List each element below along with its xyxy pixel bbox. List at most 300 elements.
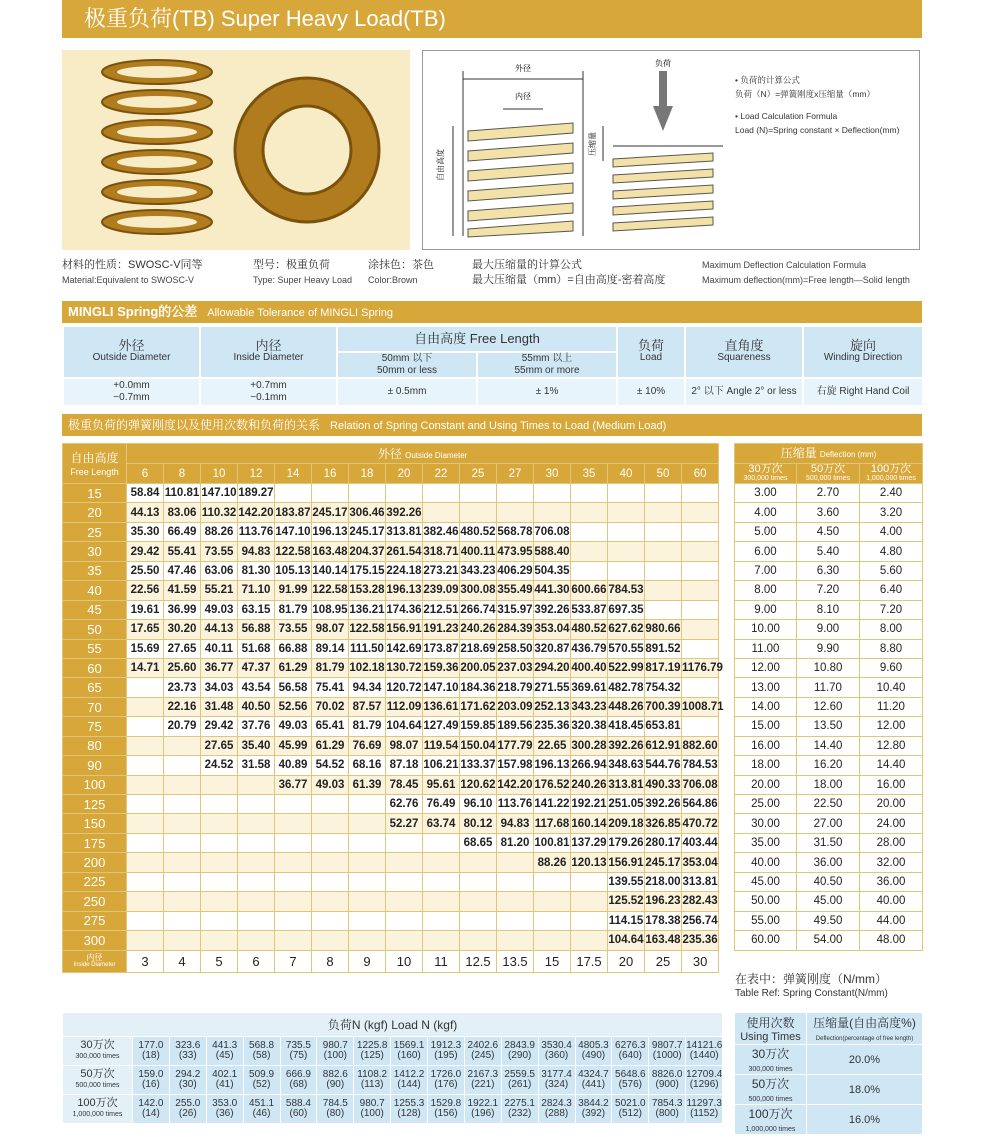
spring-constant-cell — [201, 795, 238, 814]
load-cell: 12709.4 (1296) — [686, 1066, 723, 1095]
spring-constant-cell: 130.72 — [386, 658, 423, 677]
spring-constant-cell — [534, 931, 571, 950]
deflection-row — [735, 581, 923, 600]
spring-constant-cell: 184.36 — [460, 678, 497, 697]
spring-constant-cell: 87.57 — [349, 697, 386, 716]
deflection-cell: 13.00 — [735, 678, 797, 697]
table-row — [63, 814, 719, 833]
load-cell: 353.0 (36) — [206, 1095, 243, 1124]
spring-constant-cell: 89.14 — [312, 639, 349, 658]
deflection-cell: 44.00 — [860, 911, 923, 930]
spring-constant-cell: 63.06 — [201, 561, 238, 580]
spring-constant-cell: 76.69 — [349, 736, 386, 755]
spring-constant-cell: 47.46 — [164, 561, 201, 580]
load-cell: 11297.3 (1152) — [686, 1095, 723, 1124]
load-cell: 588.4 (60) — [280, 1095, 317, 1124]
deflection-row — [735, 853, 923, 872]
spring-constant-cell: 73.55 — [275, 620, 312, 639]
spring-constant-cell: 70.02 — [312, 697, 349, 716]
spring-constant-cell: 392.26 — [534, 600, 571, 619]
spring-constant-cell — [423, 484, 460, 503]
spring-constant-cell: 27.65 — [164, 639, 201, 658]
deflection-cell: 8.80 — [860, 639, 923, 658]
uses-pct-cell: 20.0% — [807, 1045, 923, 1075]
spring-constant-cell: 136.61 — [423, 697, 460, 716]
spring-constant-cell: 88.26 — [201, 522, 238, 541]
spring-constant-cell — [571, 892, 608, 911]
spring-constant-cell: 355.49 — [497, 581, 534, 600]
spring-constant-cell: 177.79 — [497, 736, 534, 755]
deflection-row — [735, 600, 923, 619]
load-cell: 5021.0 (512) — [612, 1095, 649, 1124]
table-row — [63, 658, 719, 677]
spring-constant-cell: 891.52 — [645, 639, 682, 658]
diameter-header: 20 — [386, 464, 423, 484]
spring-constant-cell: 239.09 — [423, 581, 460, 600]
spring-constant-cell: 120.72 — [386, 678, 423, 697]
inner-diameter-cell: 12.5 — [460, 950, 497, 972]
deflection-cell: 10.00 — [735, 620, 797, 639]
spring-constant-cell: 55.21 — [201, 581, 238, 600]
spring-constant-cell — [349, 814, 386, 833]
load-times-label: 100万次 1,000,000 times — [63, 1095, 133, 1124]
diameter-header: 25 — [460, 464, 497, 484]
spring-constant-cell — [127, 736, 164, 755]
spring-constant-cell: 163.48 — [312, 542, 349, 561]
spring-constant-cell — [312, 853, 349, 872]
spring-constant-cell: 343.23 — [460, 561, 497, 580]
od-header: 外径 Outside Diameter — [127, 444, 719, 464]
spring-constant-cell: 140.14 — [312, 561, 349, 580]
deflection-cell: 3.00 — [735, 484, 797, 503]
deflection-table — [734, 443, 923, 951]
spring-constant-cell: 63.74 — [423, 814, 460, 833]
spring-constant-cell: 104.64 — [608, 931, 645, 950]
spring-constant-cell: 49.03 — [312, 775, 349, 794]
spring-constant-cell: 14.71 — [127, 658, 164, 677]
deflection-row — [735, 484, 923, 503]
spring-constant-cell: 159.36 — [423, 658, 460, 677]
diameter-header: 8 — [164, 464, 201, 484]
deflection-row — [735, 678, 923, 697]
spring-constant-cell: 313.81 — [386, 522, 423, 541]
inner-diameter-cell: 13.5 — [497, 950, 534, 972]
spring-constant-cell: 261.54 — [386, 542, 423, 561]
diameter-header: 16 — [312, 464, 349, 484]
spring-constant-cell: 23.73 — [164, 678, 201, 697]
uses-times-cell: 50万次 500,000 times — [735, 1075, 807, 1105]
spring-constant-cell: 224.18 — [386, 561, 423, 580]
spring-constant-cell: 147.10 — [275, 522, 312, 541]
spring-constant-cell: 110.81 — [164, 484, 201, 503]
spring-constant-cell: 141.22 — [534, 795, 571, 814]
inner-diameter-cell: 20 — [608, 950, 645, 972]
spring-constant-cell: 22.56 — [127, 581, 164, 600]
spring-constant-cell — [608, 561, 645, 580]
spring-constant-cell — [682, 581, 719, 600]
spring-constant-cell: 76.49 — [423, 795, 460, 814]
formula-title-en: • Load Calculation Formula — [735, 111, 838, 121]
free-length-cell: 45 — [63, 600, 127, 619]
spring-constant-cell: 612.91 — [645, 736, 682, 755]
spring-constant-cell — [275, 911, 312, 930]
deflection-row — [735, 911, 923, 930]
spring-constant-cell — [423, 833, 460, 852]
uses-times-cell: 30万次 300,000 times — [735, 1045, 807, 1075]
spring-constant-cell — [275, 892, 312, 911]
deflection-cell: 4.80 — [860, 542, 923, 561]
spring-constant-cell: 66.49 — [164, 522, 201, 541]
spring-constant-cell — [312, 931, 349, 950]
spring-constant-cell: 313.81 — [608, 775, 645, 794]
spring-constant-cell: 44.13 — [127, 503, 164, 522]
spring-constant-cell: 403.44 — [682, 833, 719, 852]
spring-constant-cell: 369.61 — [571, 678, 608, 697]
inner-diameter-cell: 11 — [423, 950, 460, 972]
spring-constant-cell: 237.03 — [497, 658, 534, 677]
spring-constant-cell: 245.17 — [349, 522, 386, 541]
spring-constant-cell — [164, 931, 201, 950]
spring-constant-cell — [608, 522, 645, 541]
spring-constant-cell — [275, 814, 312, 833]
spring-constant-cell — [127, 717, 164, 736]
load-cell: 159.0 (16) — [133, 1066, 170, 1095]
deflection-cell: 22.50 — [797, 795, 860, 814]
spring-constant-cell — [201, 775, 238, 794]
spring-constant-cell — [460, 503, 497, 522]
spring-constant-cell: 564.86 — [682, 795, 719, 814]
inner-diameter-cell: 4 — [164, 950, 201, 972]
spring-constant-cell — [127, 892, 164, 911]
free-length-cell: 50 — [63, 620, 127, 639]
spring-constant-cell — [349, 872, 386, 891]
spring-constant-cell — [460, 484, 497, 503]
spring-constant-cell: 544.76 — [645, 756, 682, 775]
spring-constant-cell: 196.13 — [534, 756, 571, 775]
deflection-cell: 24.00 — [860, 814, 923, 833]
spring-constant-cell: 81.79 — [349, 717, 386, 736]
deflection-cell: 20.00 — [735, 775, 797, 794]
spring-constant-cell — [386, 911, 423, 930]
defl-label: 压缩量 — [588, 132, 597, 156]
spring-constant-cell: 68.65 — [460, 833, 497, 852]
spring-constant-cell: 35.40 — [238, 736, 275, 755]
max-deflection-cn: 最大压缩量的计算公式 最大压缩量（mm）=自由高度-密着高度 — [472, 259, 666, 286]
load-cell: 1922.1 (196) — [464, 1095, 501, 1124]
free-length-cell: 70 — [63, 697, 127, 716]
spring-constant-cell — [164, 853, 201, 872]
uses-row — [735, 1075, 923, 1105]
spring-constant-cell: 196.13 — [386, 581, 423, 600]
spring-constant-cell: 104.64 — [386, 717, 423, 736]
spring-constant-cell: 490.33 — [645, 775, 682, 794]
spring-constant-cell: 100.81 — [534, 833, 571, 852]
spring-constant-cell — [645, 600, 682, 619]
load-cell: 2275.1 (232) — [501, 1095, 538, 1124]
table-row — [63, 736, 719, 755]
spring-constant-cell: 81.79 — [275, 600, 312, 619]
tol-load-header: 负荷 Load — [617, 326, 685, 378]
free-length-cell: 125 — [63, 795, 127, 814]
spring-constant-cell: 252.13 — [534, 697, 571, 716]
spring-constant-cell — [275, 833, 312, 852]
spring-photo — [62, 50, 410, 250]
spring-constant-cell — [312, 795, 349, 814]
table-row — [63, 522, 719, 541]
spring-constant-cell: 1008.71 — [682, 697, 719, 716]
spring-constant-cell: 55.41 — [164, 542, 201, 561]
spring-constant-cell: 156.91 — [608, 853, 645, 872]
spring-constant-cell: 98.07 — [312, 620, 349, 639]
spring-constant-cell: 108.95 — [312, 600, 349, 619]
spring-constant-cell — [645, 484, 682, 503]
spring-constant-cell: 697.35 — [608, 600, 645, 619]
deflection-cell: 15.00 — [735, 717, 797, 736]
free-length-cell: 90 — [63, 756, 127, 775]
spring-constant-cell: 106.21 — [423, 756, 460, 775]
spring-constant-cell: 568.78 — [497, 522, 534, 541]
diameter-header: 50 — [645, 464, 682, 484]
spring-constant-cell: 159.85 — [460, 717, 497, 736]
spring-constant-cell: 47.37 — [238, 658, 275, 677]
deflection-cell: 8.10 — [797, 600, 860, 619]
spring-constant-cell: 41.59 — [164, 581, 201, 600]
spring-constant-cell — [201, 814, 238, 833]
deflection-cell: 27.00 — [797, 814, 860, 833]
deflection-cell: 40.00 — [735, 853, 797, 872]
spring-constant-cell — [423, 872, 460, 891]
deflection-cell: 5.60 — [860, 561, 923, 580]
spring-constant-cell — [238, 795, 275, 814]
deflection-cell: 14.00 — [735, 697, 797, 716]
spring-constant-cell — [534, 872, 571, 891]
spring-constant-cell: 282.43 — [682, 892, 719, 911]
spring-constant-cell: 73.55 — [201, 542, 238, 561]
spring-constant-cell — [534, 911, 571, 930]
spring-constant-cell: 406.29 — [497, 561, 534, 580]
spring-constant-cell — [645, 503, 682, 522]
spring-constant-cell — [460, 931, 497, 950]
spring-constant-cell: 25.60 — [164, 658, 201, 677]
tol-id-value: +0.7mm −0.1mm — [200, 378, 337, 406]
deflection-cell: 12.60 — [797, 697, 860, 716]
spring-constant-cell: 54.52 — [312, 756, 349, 775]
load-cell: 3844.2 (392) — [575, 1095, 612, 1124]
table-row — [63, 931, 719, 950]
spring-constant-cell: 25.50 — [127, 561, 164, 580]
spring-constant-table — [62, 443, 724, 973]
spring-constant-cell — [127, 775, 164, 794]
inner-diameter-cell: 30 — [682, 950, 719, 972]
deflection-cell: 16.20 — [797, 756, 860, 775]
spring-constant-cell: 882.60 — [682, 736, 719, 755]
table-row — [63, 697, 719, 716]
spring-constant-cell — [386, 484, 423, 503]
spring-constant-cell: 570.55 — [608, 639, 645, 658]
spring-constant-cell — [386, 833, 423, 852]
diameter-header: 10 — [201, 464, 238, 484]
tol-id-header: 内径 Inside Diameter — [200, 326, 337, 378]
spring-constant-cell: 392.26 — [608, 736, 645, 755]
formula-box — [735, 73, 915, 137]
load-cell: 1225.8 (125) — [354, 1037, 391, 1066]
uses-defl-header: 压缩量(自由高度%) Deflection(percentage of free length) — [807, 1013, 923, 1045]
spring-constant-cell — [201, 911, 238, 930]
deflection-cell: 30.00 — [735, 814, 797, 833]
id-label: 内径 — [515, 92, 531, 101]
deflection-cell: 13.50 — [797, 717, 860, 736]
spring-constant-cell: 20.79 — [164, 717, 201, 736]
spring-constant-cell: 343.23 — [571, 697, 608, 716]
spring-constant-cell — [275, 872, 312, 891]
spring-constant-cell: 326.85 — [645, 814, 682, 833]
spring-constant-cell — [238, 833, 275, 852]
spring-constant-cell: 192.21 — [571, 795, 608, 814]
load-cell: 2559.5 (261) — [501, 1066, 538, 1095]
deflection-cell: 11.00 — [735, 639, 797, 658]
spring-constant-cell: 754.32 — [645, 678, 682, 697]
spring-constant-cell: 98.07 — [386, 736, 423, 755]
spring-constant-cell: 627.62 — [608, 620, 645, 639]
spring-constant-cell — [682, 561, 719, 580]
deflection-cell: 36.00 — [797, 853, 860, 872]
id-header: 内径 Inside Diameter — [63, 950, 127, 972]
spring-constant-cell: 441.30 — [534, 581, 571, 600]
uses-row — [735, 1105, 923, 1135]
deflection-row — [735, 561, 923, 580]
spring-constant-cell: 176.52 — [534, 775, 571, 794]
load-cell: 451.1 (46) — [243, 1095, 280, 1124]
spring-constant-cell: 120.13 — [571, 853, 608, 872]
spring-constant-cell — [571, 911, 608, 930]
deflection-cell: 48.00 — [860, 931, 923, 950]
spring-constant-cell: 102.18 — [349, 658, 386, 677]
spring-constant-cell: 68.16 — [349, 756, 386, 775]
spring-constant-cell — [571, 561, 608, 580]
spring-constant-cell: 392.26 — [386, 503, 423, 522]
deflection-row — [735, 717, 923, 736]
deflection-cell: 6.40 — [860, 581, 923, 600]
load-cell: 2167.3 (221) — [464, 1066, 501, 1095]
using-times-table — [734, 1012, 923, 1135]
deflection-cell: 40.00 — [860, 892, 923, 911]
load-cell: 509.9 (52) — [243, 1066, 280, 1095]
load-cell: 177.0 (18) — [133, 1037, 170, 1066]
spring-constant-cell: 320.87 — [534, 639, 571, 658]
spring-constant-cell: 196.13 — [312, 522, 349, 541]
spring-constant-cell — [497, 484, 534, 503]
load-cell: 8826.0 (900) — [649, 1066, 686, 1095]
spring-constant-cell — [423, 911, 460, 930]
deflection-cell: 3.20 — [860, 503, 923, 522]
spring-constant-cell: 24.52 — [201, 756, 238, 775]
spring-constant-cell — [201, 892, 238, 911]
deflection-cell: 9.00 — [797, 620, 860, 639]
spring-constant-cell — [682, 503, 719, 522]
deflection-cell: 6.30 — [797, 561, 860, 580]
inner-diameter-cell: 25 — [645, 950, 682, 972]
spring-constant-cell — [571, 931, 608, 950]
spring-constant-cell: 112.09 — [386, 697, 423, 716]
spring-constant-cell: 91.99 — [275, 581, 312, 600]
spring-constant-cell — [460, 853, 497, 872]
free-length-cell: 100 — [63, 775, 127, 794]
spring-constant-cell: 256.74 — [682, 911, 719, 930]
spring-constant-cell: 240.26 — [460, 620, 497, 639]
spring-constant-cell — [460, 892, 497, 911]
load-cell: 3530.4 (360) — [538, 1037, 575, 1066]
deflection-cell: 5.40 — [797, 542, 860, 561]
spring-constant-cell: 49.03 — [201, 600, 238, 619]
deflection-cell: 9.60 — [860, 658, 923, 677]
deflection-row — [735, 795, 923, 814]
spring-constant-cell: 105.13 — [275, 561, 312, 580]
load-cell: 294.2 (30) — [169, 1066, 206, 1095]
deflection-cell: 10.40 — [860, 678, 923, 697]
load-cell: 980.7 (100) — [354, 1095, 391, 1124]
spring-constant-cell: 63.15 — [238, 600, 275, 619]
load-row — [63, 1095, 723, 1124]
uses-pct-cell: 18.0% — [807, 1075, 923, 1105]
spring-constant-cell: 156.91 — [386, 620, 423, 639]
spring-constant-cell: 95.61 — [423, 775, 460, 794]
deflection-cell: 9.90 — [797, 639, 860, 658]
spring-constant-cell — [386, 892, 423, 911]
deflection-cell: 14.40 — [860, 756, 923, 775]
deflection-cell: 18.00 — [735, 756, 797, 775]
deflection-row — [735, 639, 923, 658]
spring-constant-cell — [201, 872, 238, 891]
deflection-row — [735, 736, 923, 755]
spring-constant-cell — [571, 484, 608, 503]
spring-diagram — [422, 50, 920, 250]
free-length-cell: 35 — [63, 561, 127, 580]
deflection-cell: 40.50 — [797, 872, 860, 891]
table-row — [63, 503, 719, 522]
deflection-cell: 7.20 — [860, 600, 923, 619]
spring-constant-cell: 87.18 — [386, 756, 423, 775]
deflection-cell: 55.00 — [735, 911, 797, 930]
spring-constant-cell: 114.15 — [608, 911, 645, 930]
spring-constant-cell: 153.28 — [349, 581, 386, 600]
tol-wd-header: 旋向 Winding Direction — [803, 326, 923, 378]
table-row — [63, 911, 719, 930]
spring-constant-cell: 40.11 — [201, 639, 238, 658]
tol-fl-b-value: ± 1% — [477, 378, 617, 406]
spring-constant-cell: 313.81 — [682, 872, 719, 891]
spring-constant-cell — [275, 484, 312, 503]
table-row — [63, 581, 719, 600]
spring-constant-cell — [460, 911, 497, 930]
spring-constant-cell — [201, 853, 238, 872]
spring-constant-cell — [682, 717, 719, 736]
deflection-cell: 4.00 — [860, 522, 923, 541]
diameter-header: 40 — [608, 464, 645, 484]
spring-constant-cell: 35.30 — [127, 522, 164, 541]
spring-constant-cell: 1176.79 — [682, 658, 719, 677]
tol-sq-value: 2° 以下 Angle 2° or less — [685, 378, 803, 406]
load-cell: 2843.9 (290) — [501, 1037, 538, 1066]
spring-constant-cell — [497, 872, 534, 891]
spring-constant-cell: 189.56 — [497, 717, 534, 736]
spring-constant-cell: 44.13 — [201, 620, 238, 639]
spring-constant-cell — [349, 853, 386, 872]
spring-constant-cell — [497, 911, 534, 930]
deflection-cell: 16.00 — [735, 736, 797, 755]
load-cell: 568.8 (58) — [243, 1037, 280, 1066]
spring-constant-cell: 36.77 — [275, 775, 312, 794]
inner-diameter-cell: 9 — [349, 950, 386, 972]
